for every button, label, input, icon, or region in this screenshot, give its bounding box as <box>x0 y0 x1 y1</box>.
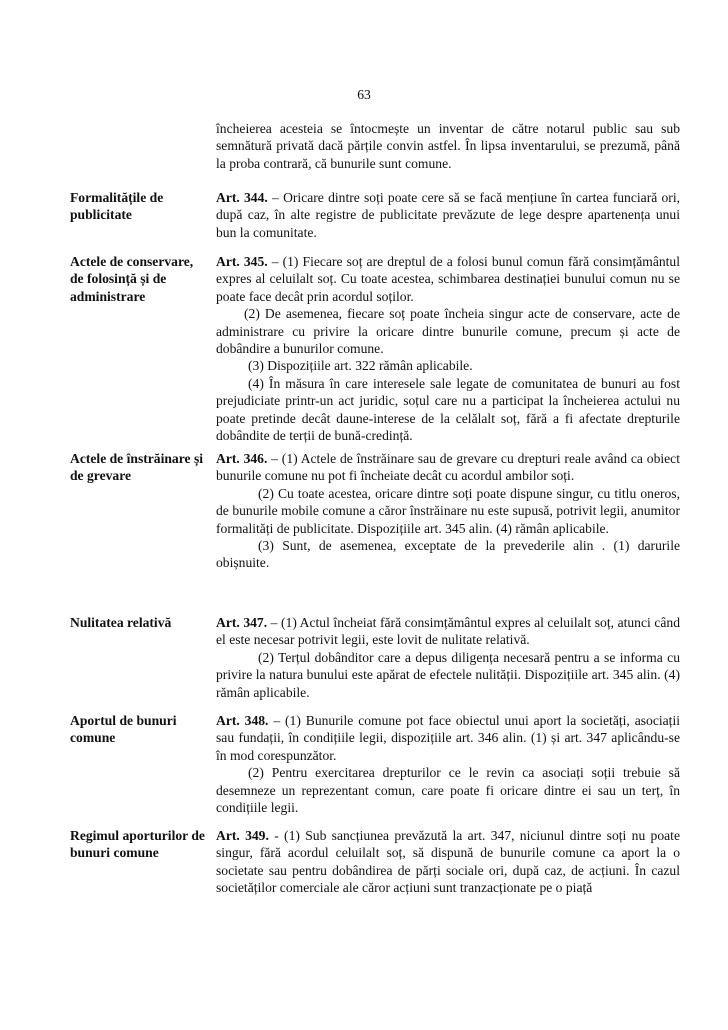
article-paragraph <box>216 827 680 897</box>
article-number: Art. 344. <box>216 190 268 205</box>
article-paragraph <box>216 712 680 764</box>
article-paragraph <box>216 253 680 305</box>
section-title: Actele de conservare, de folosință și de administrare <box>70 254 194 304</box>
article-paragraph: (2) Cu toate acestea, oricare dintre soți poate dispune singur, cu titlu oneros, de bunurile mobile comune a căror înstrăinare nu este supusă, potrivit legii, anumitor formalități de publicitate. Dispozițiile art. 345 alin. (4) rămân aplicabile. <box>216 485 680 536</box>
paragraph-text: – (1) Bunurile comune pot face obiectul unui aport la societăți, asociații sau fundații, în condițiile legii, dispozițiile art. 346 alin. (1) și art. 347 aplicându-se în mod corespunzător. <box>216 713 680 763</box>
article-paragraph: (4) În măsura în care interesele sale legate de comunitatea de bunuri au fost prejudiciate printr-un act juridic, soțul care nu a participat la încheierea actului nu poate pretinde decât daune-interese de la celălalt soț, fără a fi afectate drepturile dobândite de terții de bună-credință. <box>216 375 680 444</box>
article-body <box>216 450 680 572</box>
article-paragraph: (2) De asemenea, fiecare soț poate încheia singur acte de conservare, acte de administrare cu privire la oricare dintre bunurile comune, precum și acte de dobândire a bunurilor comune. <box>216 306 680 357</box>
article-body <box>216 827 680 897</box>
paragraph-text: – (1) Fiecare soț are dreptul de a folosi bunul comun fără consimțământul expres al celuilalt soț. Cu toate acestea, schimbarea destinației bunului comun nu se poate face decât prin acordul soților. <box>216 254 681 304</box>
article-paragraph <box>216 450 680 485</box>
article-number: Art. 347. <box>216 615 268 630</box>
paragraph-text: – Oricare dintre soți poate cere să se facă mențiune în cartea funciară ori, după caz, în alte registre de publicitate prevăzute de lege despre apartenența unui bun la comunitate. <box>216 190 680 240</box>
paragraph-text: - (1) Sub sancțiunea prevăzută la art. 347, niciunul dintre soți nu poate singur, fără acordul celuilalt soț, să dispună de bunurile comune ca aport la o societate sau pentru dobândirea de părți sociale ori, după caz, de acțiuni. În cazul societăților comerciale ale căror acțiuni sunt tranzacționate pe o piață <box>216 828 680 896</box>
article-paragraph <box>216 189 680 241</box>
section-title: Regimul aporturilor de bunuri comune <box>70 828 205 861</box>
article-body <box>216 614 680 701</box>
article-paragraph: (2) Terțul dobânditor care a depus diligența necesară pentru a se informa cu privire la natura bunului este apărat de efectele nulității. Dispozițiile art. 345 alin. (4) rămân aplicabile. <box>216 649 680 700</box>
intro-paragraph: încheierea acesteia se întocmește un inventar de către notarul public sau sub semnătură privată dacă părțile convin astfel. În lipsa inventarului, se prezumă, până la proba contrară, că bunurile sunt comune. <box>216 121 680 171</box>
paragraph-text: – (1) Actul încheiat fără consimțământul expres al celuilalt soț, atunci când el este necesar potrivit legii, este lovit de nulitate relativă. <box>216 615 680 648</box>
article-body <box>216 253 680 444</box>
article-body <box>216 712 680 816</box>
article-number: Art. 346. <box>216 451 268 466</box>
section-title: Actele de înstrăinare și de grevare <box>70 451 204 484</box>
section-title: Aportul de bunuri comune <box>70 713 177 746</box>
page-number: 63 <box>357 87 371 102</box>
article-number: Art. 349. <box>216 828 269 843</box>
article-paragraph <box>216 614 680 649</box>
article-number: Art. 345. <box>216 254 268 269</box>
article-body <box>216 189 680 241</box>
section-title: Formalitățile de publicitate <box>70 190 164 223</box>
section-title: Nulitatea relativă <box>70 615 172 630</box>
article-number: Art. 348. <box>216 713 269 728</box>
article-paragraph: (3) Dispozițiile art. 322 rămân aplicabile. <box>248 358 473 374</box>
paragraph-text: – (1) Actele de înstrăinare sau de grevare cu drepturi reale având ca obiect bunurile comune nu pot fi încheiate decât cu acordul ambilor soți. <box>216 451 680 484</box>
article-paragraph: (3) Sunt, de asemenea, exceptate de la prevederile alin . (1) darurile obișnuite. <box>216 538 680 571</box>
article-paragraph: (2) Pentru exercitarea drepturilor ce le revin ca asociați soții trebuie să desemneze un reprezentant comun, care poate fi oricare dintre ei sau un terț, în condițiile legii. <box>216 765 680 816</box>
